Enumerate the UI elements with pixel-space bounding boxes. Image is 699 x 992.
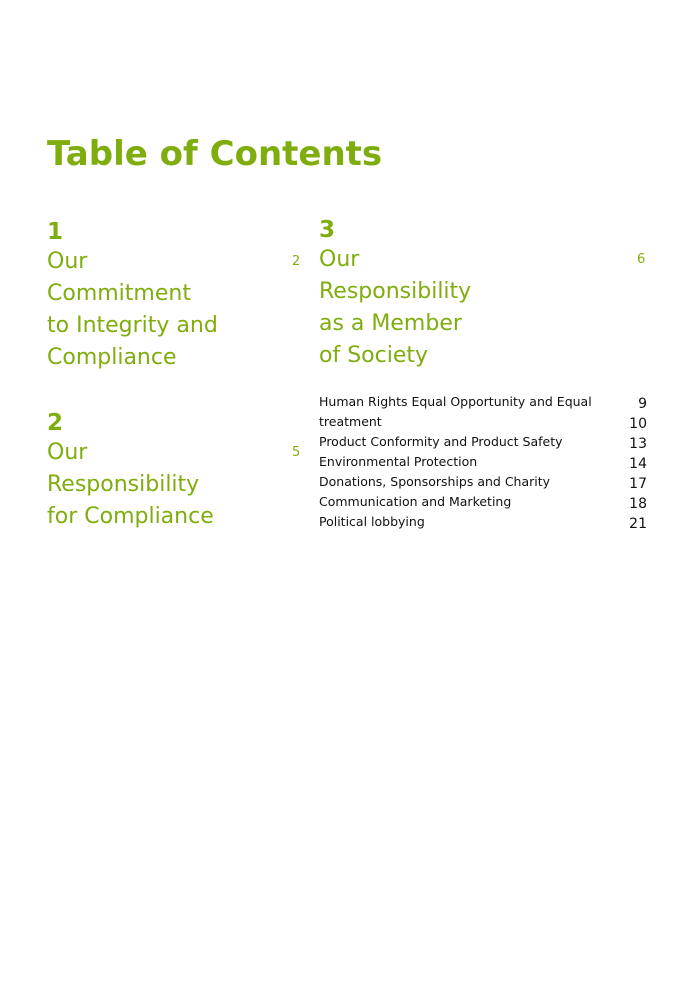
- section-page-number: 6: [637, 252, 646, 267]
- toc-entry[interactable]: [319, 492, 647, 512]
- toc-entry-list: [319, 392, 647, 532]
- toc-entry-label: Donations, Sponsorships and Charity: [319, 474, 551, 489]
- toc-entry-label: Environmental Protection: [319, 454, 478, 469]
- toc-entry-label: Human Rights Equal Opportunity and Equal: [319, 394, 592, 409]
- toc-section-1[interactable]: [47, 218, 302, 374]
- section-title: [47, 246, 302, 374]
- toc-entry[interactable]: [319, 392, 647, 412]
- section-number: 1: [47, 219, 64, 245]
- section-number: 3: [319, 217, 336, 243]
- section-title-line: Our: [319, 247, 360, 272]
- toc-entry-page: 13: [629, 436, 647, 452]
- toc-entry[interactable]: [319, 412, 647, 432]
- section-title-line: for Compliance: [47, 504, 214, 529]
- toc-entry[interactable]: [319, 512, 647, 532]
- section-page-number: 5: [292, 445, 301, 460]
- section-title-line: Compliance: [47, 345, 177, 370]
- toc-entry-label: Political lobbying: [319, 514, 425, 529]
- toc-entry[interactable]: [319, 452, 647, 472]
- toc-entry-label: Communication and Marketing: [319, 494, 512, 509]
- section-title-line: Commitment: [47, 281, 191, 306]
- section-title-line: of Society: [319, 343, 429, 368]
- section-title-line: Responsibility: [47, 472, 200, 497]
- toc-entry[interactable]: [319, 432, 647, 452]
- toc-entry-page: 9: [638, 396, 647, 412]
- section-title-line: as a Member: [319, 311, 462, 336]
- toc-section-3[interactable]: [319, 216, 647, 372]
- toc-section-2[interactable]: [47, 409, 302, 533]
- section-title: [47, 437, 302, 533]
- toc-entry-page: 21: [629, 516, 647, 532]
- toc-entry[interactable]: [319, 472, 647, 492]
- section-title-line: Responsibility: [319, 279, 472, 304]
- section-number: 2: [47, 410, 64, 436]
- toc-entry-label: treatment: [319, 414, 382, 429]
- toc-entry-page: 17: [629, 476, 647, 492]
- section-page-number: 2: [292, 254, 301, 269]
- section-title-line: to Integrity and: [47, 313, 218, 338]
- section-title-line: Our: [47, 249, 88, 274]
- toc-entry-page: 10: [629, 416, 647, 432]
- toc-entry-label: Product Conformity and Product Safety: [319, 434, 563, 449]
- toc-entry-page: 14: [629, 456, 647, 472]
- section-title: [319, 244, 647, 372]
- page-title: Table of Contents: [47, 134, 383, 174]
- toc-entry-page: 18: [629, 496, 647, 512]
- section-title-line: Our: [47, 440, 88, 465]
